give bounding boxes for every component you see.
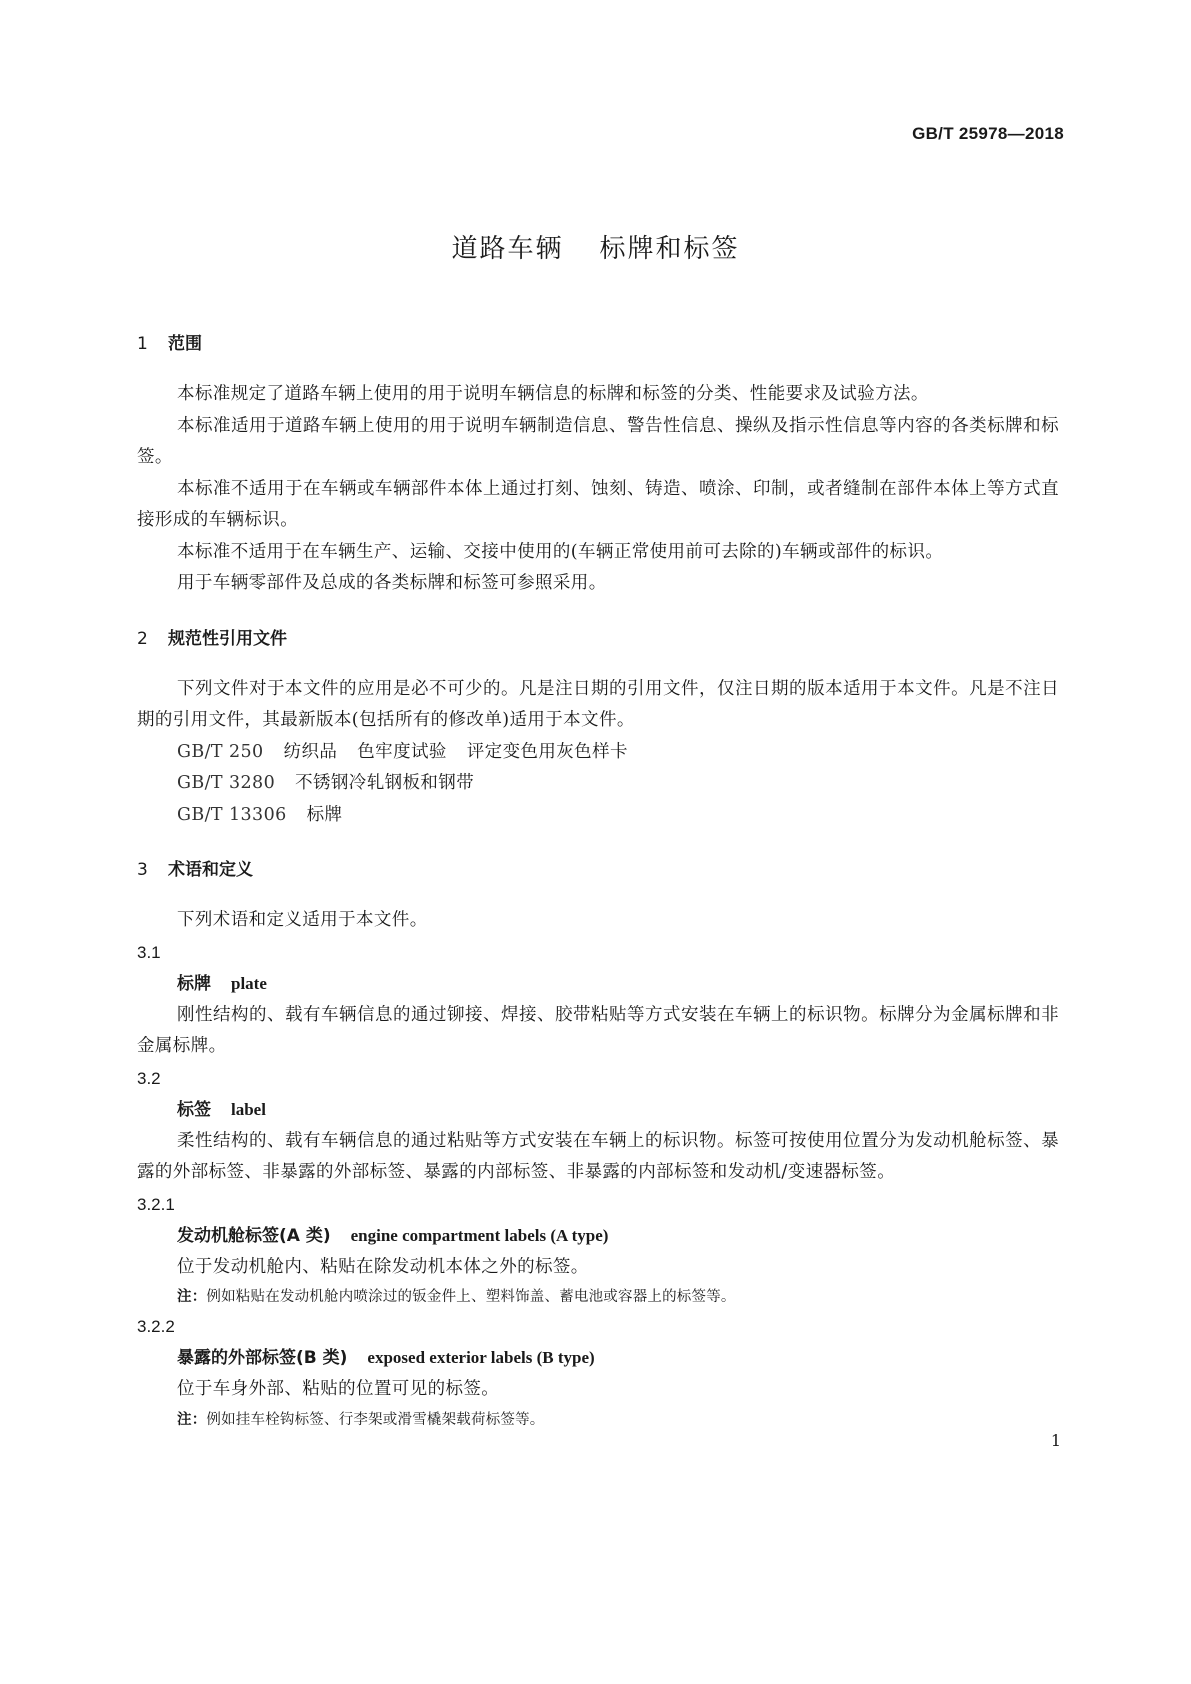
reference-title: 纺织品: [283, 741, 338, 762]
document-title: [0, 228, 1191, 265]
title-part-1: 道路车辆: [451, 234, 564, 264]
term-name-en: engine compartment labels (A type): [350, 1225, 609, 1245]
term-definition: 位于发动机舱内、粘贴在除发动机本体之外的标签。: [177, 1256, 589, 1277]
term-number: 3.2.2: [137, 1317, 175, 1336]
term-name: [137, 968, 1059, 1000]
section-number: 2: [137, 628, 148, 649]
scope-paragraph: 本标准适用于道路车辆上使用的用于说明车辆制造信息、警告性信息、操纵及指示性信息等内容的各类标牌和标签。: [137, 415, 1059, 467]
term-name: [137, 1220, 1059, 1252]
section-heading-normative-references: [137, 628, 1059, 650]
scope-paragraph: 本标准不适用于在车辆或车辆部件本体上通过打刻、蚀刻、铸造、喷涂、印制，或者缝制在部件本体上等方式直接形成的车辆标识。: [137, 478, 1059, 530]
term-number: 3.1: [137, 942, 161, 962]
scope-paragraph: 用于车辆零部件及总成的各类标牌和标签可参照采用。: [177, 573, 607, 593]
reference-item: [137, 800, 1059, 832]
section-title: 范围: [168, 334, 202, 354]
term-name-zh: 暴露的外部标签(B 类): [177, 1348, 348, 1368]
note-text: 例如粘贴在发动机舱内喷涂过的钣金件上、塑料饰盖、蓄电池或容器上的标签等。: [206, 1289, 736, 1305]
term-name-en: label: [231, 1099, 266, 1119]
section-heading-scope: [137, 333, 1059, 355]
term-note: [137, 1406, 1059, 1434]
reference-title: 标牌: [306, 804, 343, 825]
title-part-2: 标牌和标签: [599, 234, 740, 264]
page-number: 1: [1050, 1431, 1061, 1450]
note-text: 例如挂车栓钩标签、行李架或滑雪橇架载荷标签等。: [206, 1411, 545, 1428]
reference-code: GB/T 250: [177, 741, 264, 762]
term-definition: 刚性结构的、载有车辆信息的通过铆接、焊接、胶带粘贴等方式安装在车辆上的标识物。标牌分为金属标牌和非金属标牌。: [137, 1004, 1059, 1056]
document-body: [137, 333, 1059, 1434]
term-note: [137, 1283, 1059, 1311]
scope-paragraph: 本标准不适用于在车辆生产、运输、交接中使用的(车辆正常使用前可去除的)车辆或部件的标识。: [177, 541, 944, 562]
reference-item: [137, 768, 1059, 800]
references-intro: 下列文件对于本文件的应用是必不可少的。凡是注日期的引用文件，仅注日期的版本适用于本文件。凡是不注日期的引用文件，其最新版本(包括所有的修改单)适用于本文件。: [137, 678, 1059, 730]
section-heading-terms-definitions: [137, 859, 1059, 881]
scope-paragraph: 本标准规定了道路车辆上使用的用于说明车辆信息的标牌和标签的分类、性能要求及试验方法。: [177, 384, 929, 404]
term-name-zh: 发动机舱标签(A 类): [177, 1225, 331, 1246]
term-name-zh: 标签: [177, 1099, 211, 1120]
section-title: 规范性引用文件: [168, 628, 287, 649]
terms-intro: 下列术语和定义适用于本文件。: [177, 910, 428, 930]
note-label: 注：: [177, 1289, 207, 1305]
standard-number: GB/T 25978—2018: [912, 124, 1064, 143]
section-number: 1: [137, 334, 148, 354]
term-name-zh: 标牌: [177, 973, 211, 994]
term-name-en: exposed exterior labels (B type): [367, 1348, 595, 1367]
reference-title-part: 色牢度试验: [357, 741, 447, 762]
term-number: 3.2: [137, 1068, 161, 1088]
note-label: 注：: [177, 1411, 207, 1428]
term-name-en: plate: [231, 973, 267, 993]
reference-title-part: 评定变色用灰色样卡: [466, 741, 628, 762]
reference-item: [137, 737, 1059, 769]
reference-code: GB/T 13306: [177, 804, 287, 825]
section-number: 3: [137, 860, 148, 880]
term-definition: 位于车身外部、粘贴的位置可见的标签。: [177, 1379, 500, 1399]
term-name: [137, 1094, 1059, 1126]
term-number: 3.2.1: [137, 1194, 175, 1214]
term-name: [137, 1342, 1059, 1374]
reference-code: GB/T 3280: [177, 773, 276, 793]
section-title: 术语和定义: [168, 860, 253, 880]
term-definition: 柔性结构的、载有车辆信息的通过粘贴等方式安装在车辆上的标识物。标签可按使用位置分为发动机舱标签、暴露的外部标签、非暴露的外部标签、暴露的内部标签、非暴露的内部标签和发动机/变速器标签。: [137, 1130, 1059, 1182]
reference-title: 不锈钢冷轧钢板和钢带: [295, 773, 475, 793]
